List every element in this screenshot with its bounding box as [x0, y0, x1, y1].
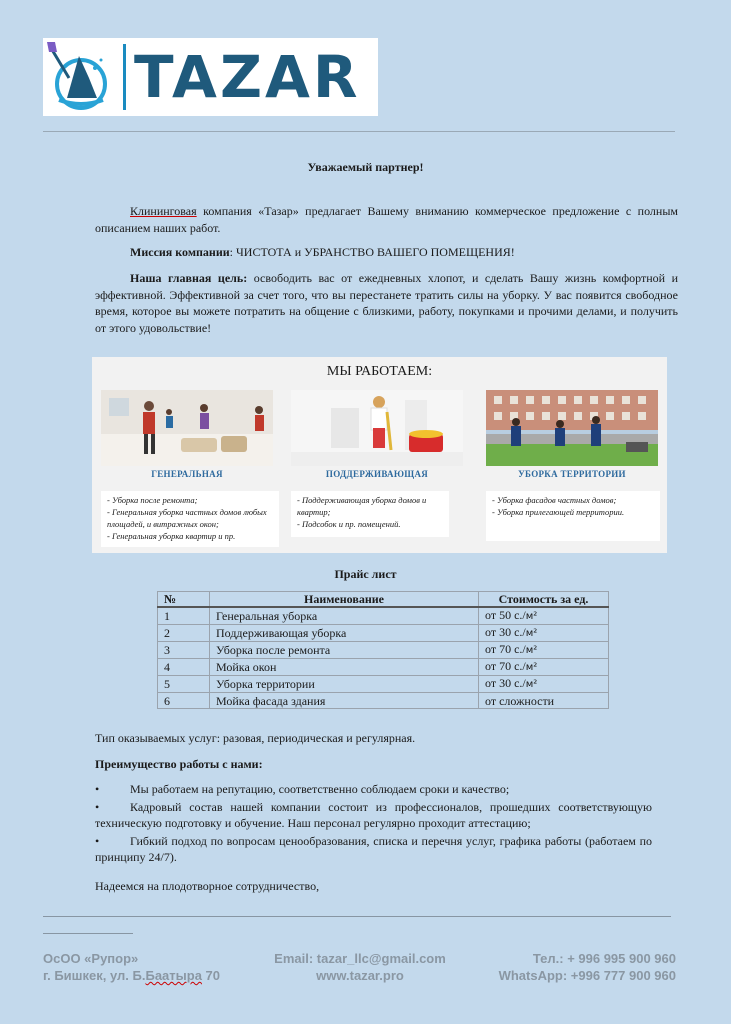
address-prefix: г. Бишкек, ул. Б.	[43, 968, 146, 983]
mission-label: Миссия компании	[130, 245, 230, 259]
row-number: 2	[158, 625, 210, 642]
header-divider	[43, 131, 675, 132]
row-name: Уборка после ремонта	[210, 642, 479, 659]
footer-contacts	[272, 950, 448, 984]
table-row	[158, 642, 609, 659]
row-cost	[479, 659, 609, 676]
wizard-logo-icon	[45, 38, 117, 116]
footer-divider	[43, 916, 671, 917]
footer-email[interactable]: Email: tazar_llc@gmail.com	[274, 951, 446, 966]
address-street: Баатыра	[145, 968, 202, 983]
footer-divider-short	[43, 933, 133, 934]
cost-unit: м²	[525, 679, 538, 691]
cost-value: от 30 с./	[485, 676, 526, 691]
goal-paragraph	[95, 270, 678, 336]
bullet-icon: •	[95, 799, 100, 814]
cost-unit: м²	[525, 628, 538, 640]
footer-phone: Тел.: + 996 995 900 960	[532, 951, 676, 966]
maintenance-cleaning-photo	[291, 390, 463, 466]
footer-phones	[490, 950, 676, 984]
desc-line: - Уборка фасадов частных домов;	[492, 495, 617, 505]
row-name: Мойка окон	[210, 659, 479, 676]
logo-divider	[123, 44, 126, 110]
cost-unit: м²	[525, 662, 538, 674]
footer-address	[43, 967, 220, 984]
logo-brand-text: TAZAR	[134, 43, 361, 111]
row-number: 4	[158, 659, 210, 676]
advantages-list	[95, 781, 652, 867]
price-table	[157, 591, 609, 709]
mission-paragraph	[95, 244, 678, 261]
row-number: 1	[158, 607, 210, 625]
col-name-header: Наименование	[210, 592, 479, 608]
col-cost-header: Стоимость за ед.	[479, 592, 609, 608]
service-desc-general	[101, 491, 279, 547]
footer-company-info	[43, 950, 220, 984]
cost-value: от сложности	[485, 693, 555, 708]
row-name: Мойка фасада здания	[210, 693, 479, 709]
service-label-territory: УБОРКА ТЕРРИТОРИИ	[518, 469, 626, 479]
desc-line: - Уборка прилегающей территории.	[492, 507, 625, 517]
table-row	[158, 659, 609, 676]
list-item	[95, 781, 652, 798]
bullet-icon: •	[95, 782, 100, 796]
table-row	[158, 607, 609, 625]
general-cleaning-photo	[101, 390, 273, 466]
row-cost	[479, 607, 609, 625]
list-item	[95, 833, 652, 866]
bullet-icon: •	[95, 833, 100, 848]
row-cost	[479, 625, 609, 642]
row-number: 6	[158, 693, 210, 709]
cost-unit: м²	[525, 645, 538, 657]
row-name: Уборка территории	[210, 676, 479, 693]
row-cost	[479, 676, 609, 693]
list-item-text: Кадровый состав нашей компании состоит из профессионалов, прошедших соответствующую техническую подготовку и обучение. Наш персонал регулярно проходит аттестацию;	[95, 799, 652, 830]
row-cost	[479, 693, 609, 709]
goal-text: освободить вас от ежедневных хлопот, и сделать Вашу жизнь комфортной и эффективной. Эффективной за счет того, что вы перестанете тратить силы на уборку. У вас появится свободное время, которое вы можете потратить на общение с близкими, работу, покупками и прочими делами, и получить от этого удовольствие!	[95, 271, 678, 335]
row-name: Генеральная уборка	[210, 607, 479, 625]
table-row	[158, 625, 609, 642]
mission-text: : ЧИСТОТА и УБРАНСТВО ВАШЕГО ПОМЕЩЕНИЯ!	[229, 245, 515, 259]
cost-value: от 30 с./	[485, 625, 526, 640]
footer-website[interactable]: www.tazar.pro	[316, 968, 404, 983]
intro-paragraph	[95, 203, 678, 236]
table-header-row	[158, 592, 609, 608]
advantages-title: Преимущество работы с нами:	[95, 757, 263, 771]
service-desc-maintenance	[291, 491, 449, 537]
list-item-text: Мы работаем на репутацию, соответственно соблюдаем сроки и качество;	[130, 782, 510, 796]
services-title: МЫ РАБОТАЕМ:	[326, 364, 433, 379]
desc-line: - Поддерживающая уборка домов и квартир;	[297, 495, 427, 517]
service-desc-territory	[486, 491, 660, 541]
footer-whatsapp: WhatsApp: +996 777 900 960	[498, 968, 676, 983]
cost-value: от 70 с./	[485, 642, 526, 657]
territory-cleaning-photo	[486, 390, 658, 466]
company-logo	[43, 38, 378, 116]
cost-value: от 70 с./	[485, 659, 526, 674]
list-item-text: Гибкий подход по вопросам ценообразования, списка и перечня услуг, графика работы (работаем по принципу 24/7).	[95, 833, 652, 864]
service-label-maintenance: ПОДДЕРЖИВАЮЩАЯ	[325, 469, 429, 479]
desc-line: - Подсобок и пр. помещений.	[297, 519, 401, 529]
closing-line: Надеемся на плодотворное сотрудничество,	[95, 879, 320, 893]
services-panel	[92, 357, 667, 553]
col-number-header: №	[158, 592, 210, 608]
address-number: 70	[201, 968, 221, 983]
letter-greeting: Уважаемый партнер!	[307, 160, 424, 174]
table-row	[158, 693, 609, 709]
service-types: Тип оказываемых услуг: разовая, периодическая и регулярная.	[95, 731, 416, 745]
row-name: Поддерживающая уборка	[210, 625, 479, 642]
goal-label: Наша главная цель:	[130, 271, 248, 285]
list-item	[95, 799, 652, 832]
intro-link-word: Клининговая	[130, 204, 197, 218]
row-number: 3	[158, 642, 210, 659]
cost-unit: м²	[525, 611, 538, 623]
footer-org: ОсОО «Рупор»	[43, 951, 139, 966]
desc-line: - Генеральная уборка квартир и пр.	[107, 531, 236, 541]
desc-line: - Генеральная уборка частных домов любых площадей, и витражных окон;	[107, 507, 267, 529]
price-list-title: Прайс лист	[334, 567, 397, 581]
row-cost	[479, 642, 609, 659]
service-label-general: ГЕНЕРАЛЬНАЯ	[151, 469, 223, 479]
intro-text: компания «Тазар» предлагает Вашему вниманию коммерческое предложение с полным описанием наших работ.	[95, 204, 678, 235]
desc-line: - Уборка после ремонта;	[107, 495, 198, 505]
row-number: 5	[158, 676, 210, 693]
table-row	[158, 676, 609, 693]
cost-value: от 50 с./	[485, 608, 526, 623]
